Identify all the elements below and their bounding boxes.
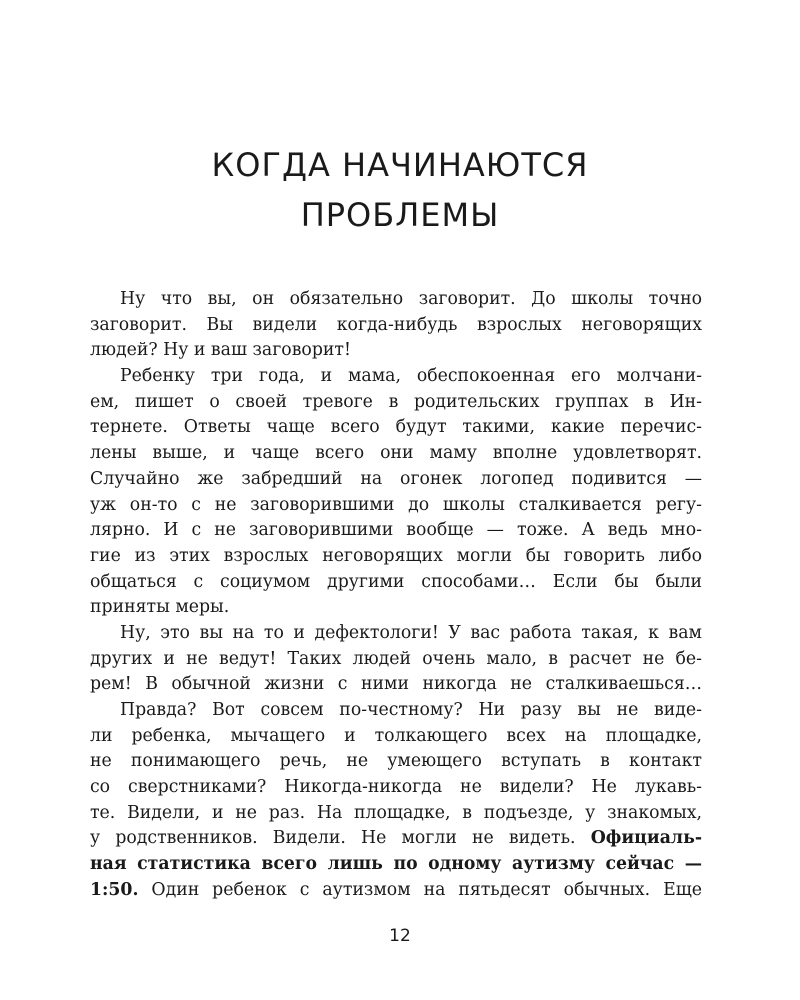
chapter-title [0, 140, 800, 240]
text-line: со сверстниками? Никогда-никогда не видели? Не лукавь- [90, 777, 702, 798]
text-line: гие из этих взрослых неговорящих могли бы говорить либо [90, 545, 702, 566]
text-line: уж он-то с не заговорившими до школы сталкивается регу- [90, 494, 702, 515]
text-line: рем! В обычной жизни с ними никогда не сталкиваешься… [90, 674, 702, 695]
text-line: тернете. Ответы чаще всего будут такими, какие перечис- [90, 417, 702, 438]
text-run: у родственников. Видели. Не могли не видеть. [90, 828, 576, 849]
bold-text-line: ная статистика всего лишь по одному аутизму сейчас — [90, 854, 702, 875]
text-line: Ну что вы, он обязательно заговорит. До школы точно [120, 289, 702, 309]
text-line: других и не ведут! Таких людей очень мало, в расчет не бе- [90, 648, 702, 669]
text-line: те. Видели, и не раз. На площадке, в подъезде, у знакомых, [90, 802, 702, 823]
text-line-mixed [90, 826, 702, 852]
text-line: Ну, это вы на то и дефектологи! У вас работа такая, к вам [120, 622, 702, 643]
text-line: приняты меры. [90, 597, 230, 618]
page-number: 12 [389, 926, 411, 946]
chapter-title-line-1: КОГДА НАЧИНАЮТСЯ [211, 146, 589, 184]
text-line-mixed [90, 878, 702, 904]
text-line: ем, пишет о своей тревоге в родительских группах в Ин- [90, 391, 702, 412]
text-line: лярно. И с не заговорившими вообще — тоже. А ведь мно- [90, 520, 702, 541]
text-line: людей? Ну и ваш заговорит! [90, 340, 351, 361]
text-line: Случайно же забредший на огонек логопед подивится — [90, 468, 702, 489]
body-text [90, 287, 702, 904]
chapter-title-line-2: ПРОБЛЕМЫ [300, 196, 500, 234]
bold-text-run: Официаль- [590, 828, 702, 849]
text-line: не понимающего речь, не умеющего вступать в контакт [90, 751, 702, 772]
text-line: ли ребенка, мычащего и толкающего всех на площадке, [90, 725, 702, 746]
text-line: заговорит. Вы видели когда-нибудь взрослых неговорящих [90, 314, 702, 335]
text-line: Правда? Вот совсем по-честному? Ни разу вы не виде- [120, 700, 702, 720]
text-line: Ребенку три года, и мама, обеспокоенная его молчани- [120, 366, 702, 387]
bold-text-run: 1:50. [90, 879, 139, 900]
text-run: Один ребенок с аутизмом на пятьдесят обычных. Еще [151, 879, 702, 900]
text-line: общаться с социумом другими способами… Если бы были [90, 571, 702, 592]
text-line: лены выше, и чаще всего они маму вполне удовлетворят. [90, 443, 702, 464]
